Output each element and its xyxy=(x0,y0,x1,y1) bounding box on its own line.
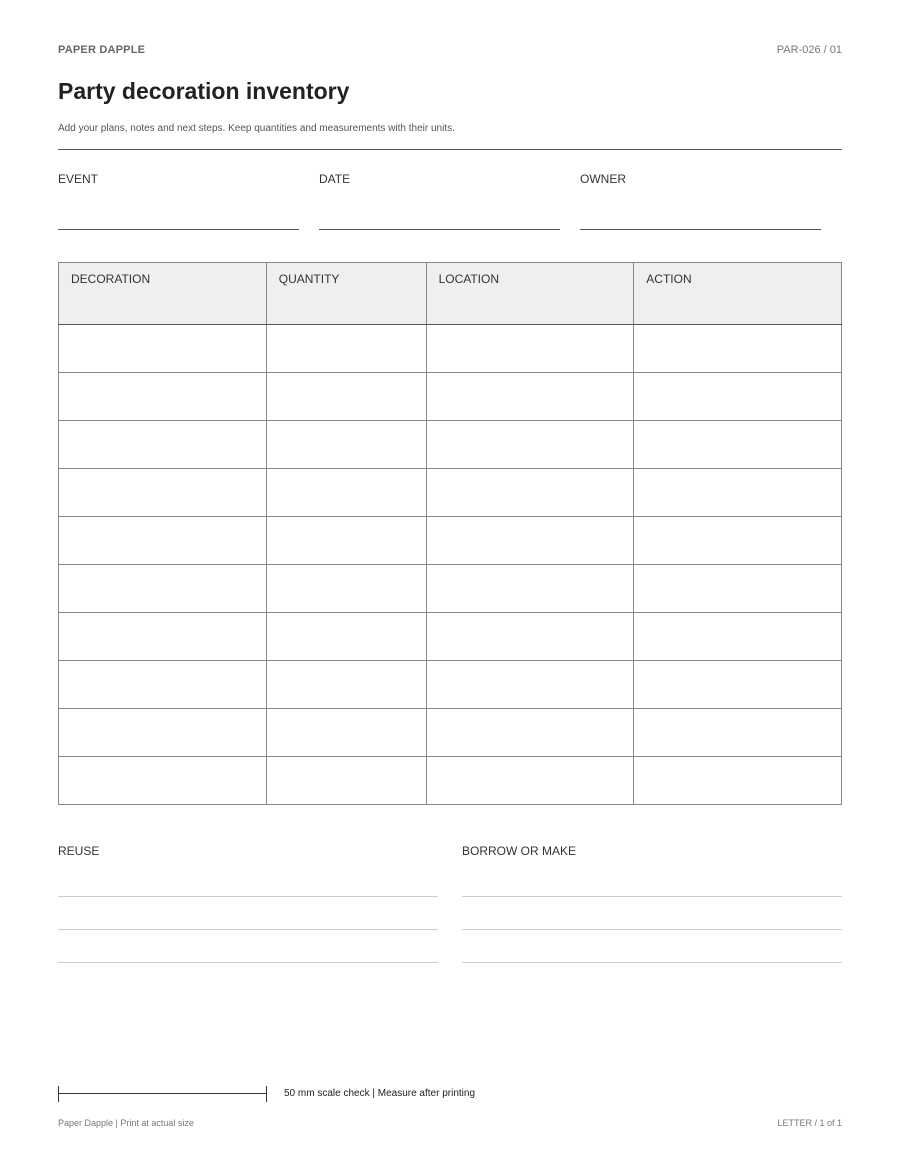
table-cell[interactable] xyxy=(634,373,842,421)
table-row xyxy=(59,517,842,565)
table-cell[interactable] xyxy=(634,421,842,469)
column-header-label: QUANTITY xyxy=(278,272,340,286)
table-cell[interactable] xyxy=(426,757,634,805)
date-label: DATE xyxy=(319,172,351,186)
table-cell[interactable] xyxy=(634,709,842,757)
reuse-write-line[interactable] xyxy=(58,896,438,897)
brand-name: PAPER DAPPLE xyxy=(58,44,146,56)
table-cell[interactable] xyxy=(426,421,634,469)
event-field[interactable] xyxy=(58,172,299,186)
scale-bar xyxy=(58,1086,267,1102)
column-header-action xyxy=(634,263,842,325)
table-cell[interactable] xyxy=(266,757,426,805)
table-cell[interactable] xyxy=(266,661,426,709)
table-cell[interactable] xyxy=(426,709,634,757)
owner-write-line[interactable] xyxy=(580,229,821,230)
inventory-table xyxy=(58,262,842,805)
borrow-or-make-label: BORROW OR MAKE xyxy=(462,844,577,858)
page-title: Party decoration inventory xyxy=(58,78,350,104)
reuse-label: REUSE xyxy=(58,844,100,858)
scale-caption: 50 mm scale check | Measure after printing xyxy=(284,1088,476,1099)
event-label: EVENT xyxy=(58,172,99,186)
table-row xyxy=(59,757,842,805)
table-cell[interactable] xyxy=(266,373,426,421)
document-id: PAR-026 / 01 xyxy=(776,44,842,56)
table-cell[interactable] xyxy=(266,517,426,565)
table-cell[interactable] xyxy=(634,613,842,661)
borrow-or-make-write-line[interactable] xyxy=(462,962,842,963)
table-cell[interactable] xyxy=(266,565,426,613)
table-cell[interactable] xyxy=(426,613,634,661)
date-write-line[interactable] xyxy=(319,229,560,230)
header-divider xyxy=(58,149,842,150)
table-header-row xyxy=(59,263,842,325)
scale-tick-start xyxy=(58,1086,59,1102)
borrow-or-make-write-line[interactable] xyxy=(462,929,842,930)
table-cell[interactable] xyxy=(426,517,634,565)
table-cell[interactable] xyxy=(634,757,842,805)
table-cell[interactable] xyxy=(426,373,634,421)
column-header-label: DECORATION xyxy=(71,272,151,286)
column-header-quantity xyxy=(266,263,426,325)
table-cell[interactable] xyxy=(59,757,267,805)
table-cell[interactable] xyxy=(266,421,426,469)
borrow-or-make-notes xyxy=(462,844,842,858)
table-cell[interactable] xyxy=(59,661,267,709)
date-field[interactable] xyxy=(319,172,560,186)
table-row xyxy=(59,661,842,709)
scale-line xyxy=(58,1093,267,1094)
reuse-notes xyxy=(58,844,438,858)
table-cell[interactable] xyxy=(426,565,634,613)
table-row xyxy=(59,421,842,469)
table-cell[interactable] xyxy=(59,469,267,517)
footer-right: LETTER / 1 of 1 xyxy=(777,1118,842,1128)
column-header-label: LOCATION xyxy=(438,272,500,286)
table-cell[interactable] xyxy=(634,325,842,373)
table-cell[interactable] xyxy=(266,613,426,661)
footer-left: Paper Dapple | Print at actual size xyxy=(58,1118,194,1128)
page-subtitle: Add your plans, notes and next steps. Keep quantities and measurements with their units. xyxy=(58,123,455,134)
table-cell[interactable] xyxy=(634,469,842,517)
table-cell[interactable] xyxy=(266,469,426,517)
table-cell[interactable] xyxy=(266,325,426,373)
table-row xyxy=(59,565,842,613)
table-cell[interactable] xyxy=(266,709,426,757)
reuse-write-line[interactable] xyxy=(58,962,438,963)
table-row xyxy=(59,373,842,421)
table-row xyxy=(59,469,842,517)
table-cell[interactable] xyxy=(59,325,267,373)
column-header-decoration xyxy=(59,263,267,325)
table-cell[interactable] xyxy=(59,709,267,757)
reuse-write-line[interactable] xyxy=(58,929,438,930)
owner-label: OWNER xyxy=(580,172,626,186)
column-header-location xyxy=(426,263,634,325)
table-cell[interactable] xyxy=(426,325,634,373)
borrow-or-make-write-line[interactable] xyxy=(462,896,842,897)
table-cell[interactable] xyxy=(59,421,267,469)
event-write-line[interactable] xyxy=(58,229,299,230)
table-cell[interactable] xyxy=(59,613,267,661)
table-row xyxy=(59,325,842,373)
table-cell[interactable] xyxy=(634,661,842,709)
column-header-label: ACTION xyxy=(646,272,692,286)
scale-tick-end xyxy=(266,1086,267,1102)
table-cell[interactable] xyxy=(59,517,267,565)
table-row xyxy=(59,613,842,661)
table-cell[interactable] xyxy=(426,661,634,709)
owner-field[interactable] xyxy=(580,172,821,186)
table-cell[interactable] xyxy=(59,373,267,421)
table-cell[interactable] xyxy=(59,565,267,613)
table-cell[interactable] xyxy=(426,469,634,517)
table-cell[interactable] xyxy=(634,517,842,565)
table-cell[interactable] xyxy=(634,565,842,613)
table-row xyxy=(59,709,842,757)
